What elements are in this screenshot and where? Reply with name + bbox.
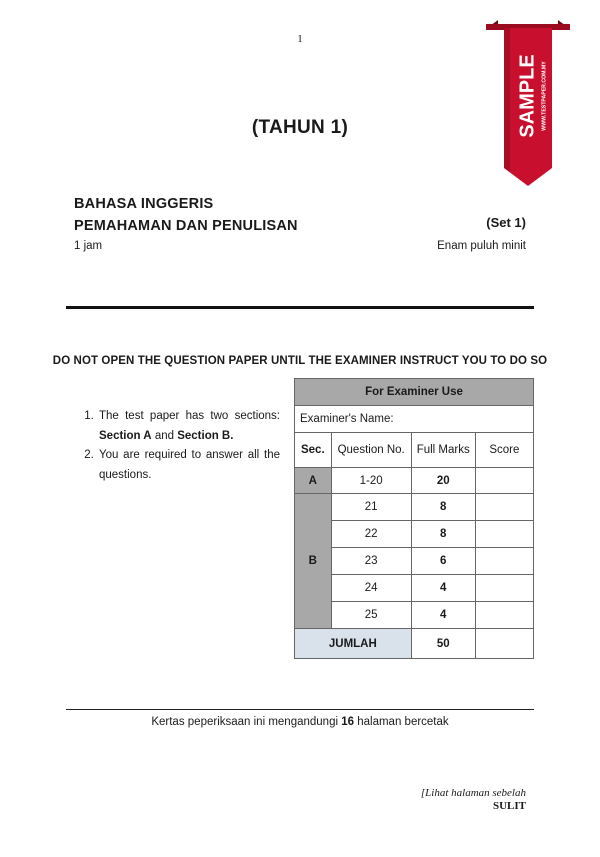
- total-marks: 50: [411, 629, 475, 659]
- question-number: 24: [331, 575, 411, 602]
- col-score: Score: [475, 433, 533, 468]
- question-number: 21: [331, 494, 411, 521]
- full-marks-value: 4: [411, 602, 475, 629]
- full-marks-value: 20: [411, 468, 475, 494]
- watermark-url: WWW.TESTPAPER.COM.MY: [541, 61, 548, 131]
- sample-ribbon: [484, 18, 572, 190]
- section-a-label: A: [295, 468, 332, 494]
- score-cell: [475, 548, 533, 575]
- col-question: Question No.: [331, 433, 411, 468]
- divider-thick: [66, 306, 534, 309]
- page-number: 1: [297, 33, 303, 45]
- full-marks-value: 8: [411, 521, 475, 548]
- duration-hours: 1 jam: [74, 240, 103, 252]
- watermark-text: SAMPLE: [516, 54, 539, 138]
- examiner-name-label: Examiner's Name:: [295, 406, 534, 433]
- table-header-row: [295, 433, 534, 468]
- total-score-cell: [475, 629, 533, 659]
- table-row: [295, 468, 534, 494]
- score-cell: [475, 575, 533, 602]
- full-marks-value: 8: [411, 494, 475, 521]
- total-row: [295, 629, 534, 659]
- score-cell: [475, 602, 533, 629]
- page-count-note: Kertas peperiksaan ini mengandungi 16 halaman bercetak: [151, 716, 449, 728]
- score-cell: [475, 521, 533, 548]
- page-title: (TAHUN 1): [251, 117, 349, 138]
- examiner-table: [294, 378, 534, 659]
- divider-thin: [66, 709, 534, 710]
- examiner-table-heading: For Examiner Use: [295, 379, 534, 406]
- table-row: [295, 602, 534, 629]
- col-full-marks: Full Marks: [411, 433, 475, 468]
- table-row: [295, 521, 534, 548]
- instruction-item: 1. The test paper has two sections: Section A and Section B.: [97, 407, 280, 446]
- full-marks-value: 6: [411, 548, 475, 575]
- duration-minutes: Enam puluh minit: [437, 240, 526, 252]
- question-number: 22: [331, 521, 411, 548]
- instructions-list: [80, 407, 280, 485]
- classification-label: SULIT: [492, 800, 526, 812]
- question-number: 23: [331, 548, 411, 575]
- score-cell: [475, 468, 533, 494]
- instruction-item: 2. You are required to answer all the questions.: [97, 446, 280, 485]
- table-row: [295, 575, 534, 602]
- subject-line1: BAHASA INGGERIS: [74, 196, 214, 212]
- question-range: 1-20: [331, 468, 411, 494]
- next-page-note: [Lihat halaman sebelah: [420, 787, 526, 799]
- subject-line2: PEMAHAMAN DAN PENULISAN: [74, 218, 298, 234]
- question-number: 25: [331, 602, 411, 629]
- exam-notice: DO NOT OPEN THE QUESTION PAPER UNTIL THE EXAMINER INSTRUCT YOU TO DO SO: [52, 355, 548, 367]
- col-sec: Sec.: [295, 433, 332, 468]
- set-label: (Set 1): [486, 215, 526, 230]
- total-label: JUMLAH: [295, 629, 412, 659]
- score-cell: [475, 494, 533, 521]
- table-row: [295, 494, 534, 521]
- table-row: [295, 548, 534, 575]
- section-b-label: B: [295, 494, 332, 629]
- full-marks-value: 4: [411, 575, 475, 602]
